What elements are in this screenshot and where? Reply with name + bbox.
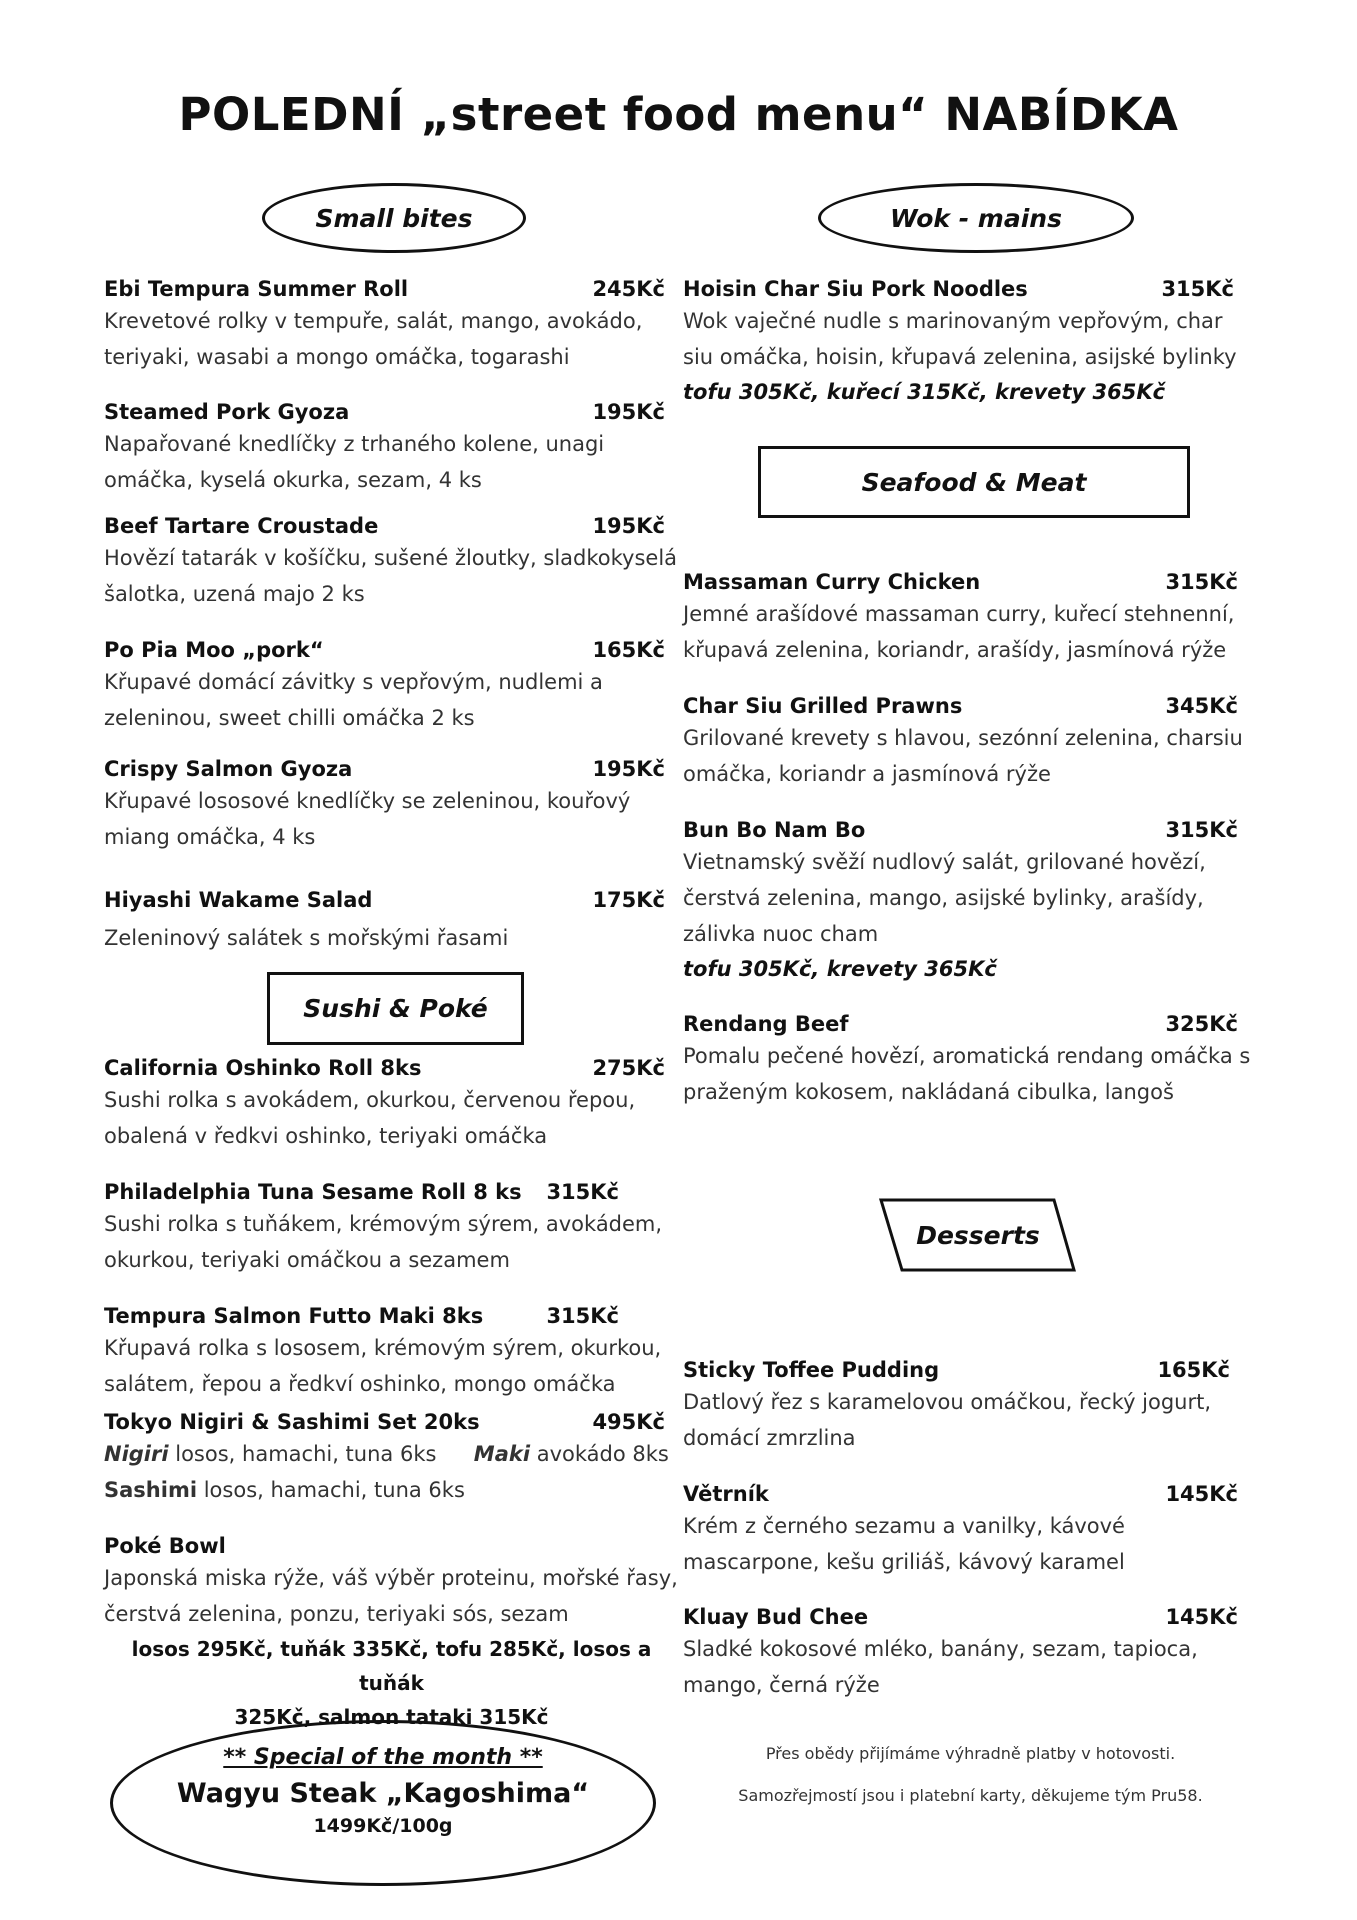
menu-item xyxy=(104,275,679,375)
item-description: Křupavá rolka s lososem, krémovým sýrem, okurkou, salátem, řepou a ředkví oshinko, mongo omáčka xyxy=(104,1336,662,1396)
right-column xyxy=(683,0,1258,1720)
menu-item xyxy=(104,398,679,498)
menu-item xyxy=(104,636,679,736)
item-description: Japonská miska rýže, váš výběr proteinu, mořské řasy, čerstvá zelenina, ponzu, teriyaki sós, sezam xyxy=(104,1566,678,1626)
menu-item xyxy=(683,1356,1258,1456)
item-name: Philadelphia Tuna Sesame Roll 8 ks xyxy=(104,1180,522,1204)
item-name: Ebi Tempura Summer Roll xyxy=(104,277,409,301)
item-price: 175Kč xyxy=(592,888,665,912)
menu-item xyxy=(683,692,1258,792)
item-name: Bun Bo Nam Bo xyxy=(683,818,866,842)
item-name: California Oshinko Roll 8ks xyxy=(104,1056,422,1080)
item-name: Steamed Pork Gyoza xyxy=(104,400,350,424)
item-price: 315Kč xyxy=(1161,277,1234,301)
section-sushi-poke-label: Sushi & Poké xyxy=(303,994,488,1023)
menu-item-nigiri-set xyxy=(104,1408,679,1508)
item-price: 325Kč xyxy=(1165,1012,1238,1036)
item-description: Wok vaječné nudle s marinovaným vepřovým, char siu omáčka, hoisin, křupavá zelenina, asijské bylinky xyxy=(683,309,1237,369)
maki-text: avokádo 8ks xyxy=(536,1442,669,1466)
item-extra-prices: tofu 305Kč, krevety 365Kč xyxy=(683,957,997,981)
menu-item xyxy=(104,886,679,956)
item-name: Hoisin Char Siu Pork Noodles xyxy=(683,277,1028,301)
item-name: Větrník xyxy=(683,1482,769,1506)
item-name: Massaman Curry Chicken xyxy=(683,570,981,594)
item-name: Tokyo Nigiri & Sashimi Set 20ks xyxy=(104,1410,480,1434)
item-description: Sladké kokosové mléko, banány, sezam, tapioca, mango, černá rýže xyxy=(683,1637,1198,1697)
sashimi-text: losos, hamachi, tuna 6ks xyxy=(203,1478,465,1502)
item-price: 315Kč xyxy=(546,1180,619,1204)
menu-item xyxy=(104,512,679,612)
item-price: 315Kč xyxy=(546,1304,619,1328)
section-seafood-meat-label: Seafood & Meat xyxy=(861,467,1087,497)
item-description: Datlový řez s karamelovou omáčkou, řecký jogurt, domácí zmrzlina xyxy=(683,1390,1212,1450)
item-price: 145Kč xyxy=(1165,1605,1238,1629)
item-name: Crispy Salmon Gyoza xyxy=(104,757,353,781)
item-price: 315Kč xyxy=(1165,570,1238,594)
special-label: ** Special of the month ** xyxy=(223,1745,543,1770)
item-description: Napařované knedlíčky z trhaného kolene, unagi omáčka, kyselá okurka, sezam, 4 ks xyxy=(104,432,605,492)
item-name: Tempura Salmon Futto Maki 8ks xyxy=(104,1304,484,1328)
item-name: Char Siu Grilled Prawns xyxy=(683,694,963,718)
item-name: Po Pia Moo „pork“ xyxy=(104,638,324,662)
section-desserts-label: Desserts xyxy=(916,1220,1040,1250)
item-description: Krém z černého sezamu a vanilky, kávové mascarpone, kešu griliáš, kávový karamel xyxy=(683,1514,1125,1574)
section-wok-mains-label: Wok - mains xyxy=(890,203,1062,233)
menu-item xyxy=(104,1302,679,1402)
item-price: 275Kč xyxy=(592,1056,665,1080)
maki-label: Maki xyxy=(473,1442,531,1466)
item-price: 495Kč xyxy=(592,1410,665,1434)
menu-item xyxy=(104,755,679,855)
item-description: Grilované krevety s hlavou, sezónní zelenina, charsiu omáčka, koriandr a jasmínová rýže xyxy=(683,726,1243,786)
item-description: Krevetové rolky v tempuře, salát, mango, avokádo, teriyaki, wasabi a mongo omáčka, togarashi xyxy=(104,309,643,369)
left-column xyxy=(104,0,679,1729)
payment-note-2: Samozřejmostí jsou i platební karty, děkujeme tým Pru58. xyxy=(738,1786,1203,1805)
item-extra-prices: tofu 305Kč, kuřecí 315Kč, krevety 365Kč xyxy=(683,380,1166,404)
item-description: Pomalu pečené hovězí, aromatická rendang omáčka s praženým kokosem, nakládaná cibulka, langoš xyxy=(683,1044,1251,1104)
special-name: Wagyu Steak „Kagoshima“ xyxy=(176,1778,590,1809)
menu-item-poke xyxy=(104,1532,679,1734)
special-price: 1499Kč/100g xyxy=(313,1815,453,1837)
page-title: POLEDNÍ „street food menu“ NABÍDKA xyxy=(178,88,1179,141)
item-description: Vietnamský svěží nudlový salát, grilované hovězí, čerstvá zelenina, mango, asijské bylinky, arašídy, zálivka nuoc cham xyxy=(683,850,1206,946)
menu-item xyxy=(104,1178,679,1278)
poke-prices-line-2: 325Kč, salmon tataki 315Kč xyxy=(234,1705,549,1729)
menu-item xyxy=(104,1054,679,1154)
menu-item xyxy=(683,1603,1258,1703)
item-name: Hiyashi Wakame Salad xyxy=(104,888,373,912)
item-price: 315Kč xyxy=(1165,818,1238,842)
item-price: 245Kč xyxy=(592,277,665,301)
item-description: Křupavé domácí závitky s vepřovým, nudlemi a zeleninou, sweet chilli omáčka 2 ks xyxy=(104,670,603,730)
item-price: 145Kč xyxy=(1165,1482,1238,1506)
item-price: 195Kč xyxy=(592,757,665,781)
nigiri-maki-line xyxy=(104,1436,679,1472)
item-description: Křupavé lososové knedlíčky se zeleninou, kouřový miang omáčka, 4 ks xyxy=(104,789,631,849)
special-of-the-month xyxy=(110,1720,656,1886)
item-description: Hovězí tatarák v košíčku, sušené žloutky, sladkokyselá šalotka, uzená majo 2 ks xyxy=(104,546,678,606)
item-description: Sushi rolka s tuňákem, krémovým sýrem, avokádem, okurkou, teriyaki omáčkou a sezamem xyxy=(104,1212,663,1272)
menu-item xyxy=(683,275,1258,409)
item-name: Kluay Bud Chee xyxy=(683,1605,869,1629)
nigiri-label: Nigiri xyxy=(104,1442,169,1466)
menu-item xyxy=(683,1480,1258,1580)
menu-item xyxy=(683,568,1258,668)
item-description: Zeleninový salátek s mořskými řasami xyxy=(104,926,509,950)
item-price: 165Kč xyxy=(592,638,665,662)
payment-note-1: Přes obědy přijímáme výhradně platby v hotovosti. xyxy=(765,1744,1176,1763)
sashimi-label: Sashimi xyxy=(104,1478,198,1502)
menu-item xyxy=(683,1010,1258,1110)
poke-prices-line-1: losos 295Kč, tuňák 335Kč, tofu 285Kč, losos a tuňák xyxy=(131,1637,652,1695)
item-description: Jemné arašídové massaman curry, kuřecí stehnenní, křupavá zelenina, koriandr, arašídy, jasmínová rýže xyxy=(683,602,1235,662)
item-description: Sushi rolka s avokádem, okurkou, červenou řepou, obalená v ředkvi oshinko, teriyaki omáčka xyxy=(104,1088,636,1148)
item-price: 195Kč xyxy=(592,514,665,538)
section-small-bites-label: Small bites xyxy=(315,203,473,233)
item-name: Rendang Beef xyxy=(683,1012,849,1036)
item-name: Poké Bowl xyxy=(104,1534,226,1558)
item-name: Beef Tartare Croustade xyxy=(104,514,379,538)
nigiri-text: losos, hamachi, tuna 6ks xyxy=(175,1442,437,1466)
item-price: 345Kč xyxy=(1165,694,1238,718)
item-price: 195Kč xyxy=(592,400,665,424)
item-price: 165Kč xyxy=(1157,1358,1230,1382)
sashimi-line xyxy=(104,1472,679,1508)
item-name: Sticky Toffee Pudding xyxy=(683,1358,940,1382)
menu-item xyxy=(683,816,1258,986)
